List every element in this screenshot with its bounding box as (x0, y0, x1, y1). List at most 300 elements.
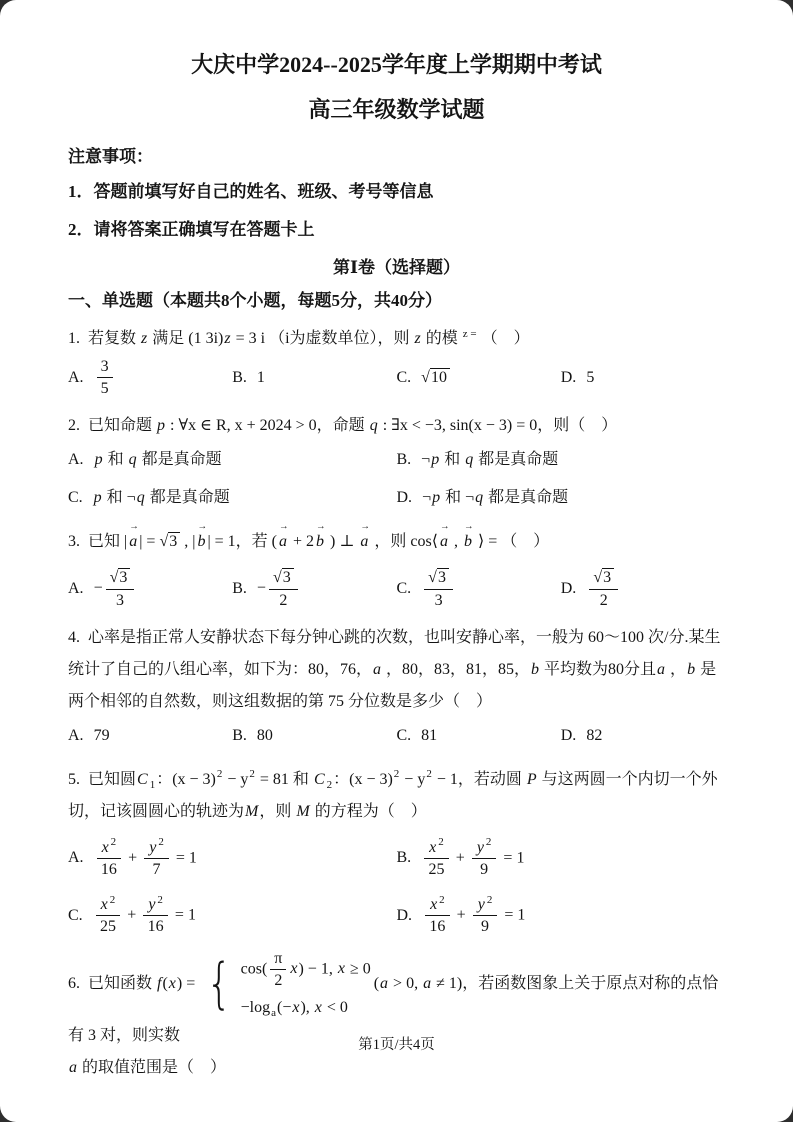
option-content (586, 568, 621, 609)
question-1-stem (68, 323, 725, 355)
text-run: 若复数 (88, 330, 141, 347)
notice-item-2: 2．请将答案正确填写在答题卡上 (68, 220, 315, 239)
fraction (144, 838, 169, 879)
question-6-stem-line2 (68, 1052, 725, 1084)
denominator (425, 916, 449, 936)
question-text (68, 768, 718, 820)
option-content (586, 720, 602, 752)
superscript: z = (462, 327, 477, 340)
math-variable: q (369, 417, 378, 435)
text-run: 都是真命题 (145, 489, 230, 507)
question-5-options (68, 838, 725, 937)
text-run: 3 (282, 569, 291, 587)
text-run: 已知 | (88, 533, 128, 551)
exam-title-line1: 大庆中学2024--2025学年度上学期期中考试 (191, 52, 602, 77)
answer-option (397, 568, 561, 609)
text-run: 都是真命题 (137, 451, 222, 469)
answer-option (68, 357, 232, 398)
text-run: 16 (147, 918, 164, 936)
option-content (93, 895, 196, 936)
option-content (94, 444, 222, 476)
denominator (424, 859, 448, 879)
text-run: 3 (169, 533, 178, 551)
option-content (94, 568, 138, 609)
text-run: ( (373, 974, 380, 992)
text-run: = 1 (171, 849, 197, 867)
notice-item-1: 1．答题前填写好自己的姓名、班级、考号等信息 (68, 182, 434, 201)
part1-subtitle: 一、单选题（本题共8个小题，每题5分，共40分） (68, 291, 442, 310)
superscript: 2 (216, 768, 223, 781)
question-number: 3. (68, 533, 80, 551)
text-run: < 0 (322, 998, 348, 1016)
option-content (94, 838, 197, 879)
denominator (97, 378, 113, 398)
text-run: π (274, 949, 283, 967)
denominator (476, 859, 492, 879)
option-content (94, 357, 116, 398)
answer-option (232, 357, 396, 398)
text-run: 1 (256, 368, 265, 386)
radicand (430, 368, 450, 386)
answer-option (68, 482, 397, 514)
text-run: 9 (480, 860, 489, 878)
superscript: 2 (485, 836, 492, 849)
math-variable: x (100, 896, 108, 914)
numerator (96, 895, 121, 916)
option-label: A. (68, 849, 84, 867)
square-root: √3 (159, 532, 180, 550)
option-label: C. (68, 489, 83, 507)
option-label: D. (396, 906, 413, 924)
text-run: 79 (93, 726, 110, 744)
math-variable: a (69, 1058, 77, 1076)
vector-symbol: a → (360, 526, 368, 558)
answer-option (561, 568, 725, 609)
question-number: 5. (68, 770, 80, 788)
option-label: B. (232, 580, 247, 598)
question-4-options (68, 720, 725, 752)
numerator (143, 895, 168, 916)
option-label: D. (560, 368, 577, 386)
numerator (473, 895, 498, 916)
text-run: + 2 (289, 533, 315, 551)
numerator (269, 568, 298, 589)
vector-symbol: a → (129, 526, 137, 558)
option-label: B. (396, 849, 412, 867)
text-run: 与这两圆一个内切一个外切，记该圆圆心的轨迹为 (68, 770, 718, 820)
superscript: 2 (110, 836, 117, 849)
option-label: B. (232, 368, 247, 386)
text-run: > 0, (389, 974, 423, 992)
math-variable: b (687, 660, 696, 678)
math-variable: a (423, 974, 432, 992)
text-run: 81 (421, 726, 438, 744)
question-1-options (68, 357, 725, 398)
cases-column (241, 949, 371, 1020)
math-variable: p (94, 451, 103, 469)
question-number: 4. (68, 628, 80, 646)
math-variable: q (136, 489, 145, 507)
question-text (68, 629, 720, 710)
answer-option (561, 720, 725, 752)
text-run: 80 (256, 726, 273, 744)
option-label: D. (560, 726, 577, 744)
option-label: B. (396, 451, 412, 469)
text-run: 25 (428, 860, 445, 878)
square-root: √3 (110, 568, 131, 586)
option-content (93, 482, 230, 514)
radicand (602, 568, 614, 586)
denominator (149, 859, 165, 879)
math-variable: M (245, 802, 259, 820)
numerator (589, 568, 618, 589)
option-label: B. (232, 726, 247, 744)
text-run: 平均数为80分且 (540, 660, 657, 678)
question-2 (68, 410, 725, 514)
superscript: 2 (393, 768, 400, 781)
fraction (96, 895, 121, 936)
text-run: ：(x − 3) (156, 770, 216, 788)
text-run: 的取值范围是（ ） (78, 1058, 227, 1076)
math-variable: x (337, 959, 345, 977)
question-5 (68, 764, 725, 937)
text-run: 已知圆 (88, 770, 137, 788)
question-2-stem (68, 410, 725, 442)
math-variable: p (432, 489, 441, 507)
radicand (168, 532, 180, 550)
math-variable: x (290, 959, 298, 977)
text-run: ( (162, 974, 168, 992)
option-content (422, 482, 568, 514)
text-run: 3 (437, 569, 446, 587)
radicand (282, 568, 294, 586)
option-label: A. (68, 368, 84, 386)
superscript: 2 (158, 836, 164, 849)
answer-option (397, 838, 726, 879)
answer-option (68, 838, 397, 879)
math-variable: q (128, 451, 137, 469)
math-variable: x (429, 838, 437, 856)
subscript: 1 (149, 778, 156, 791)
text-run: 满足 (1 3i) (148, 330, 224, 347)
denominator (144, 916, 168, 936)
math-variable: p (431, 451, 440, 469)
math-variable: y (476, 838, 484, 856)
text-run: 25 (99, 918, 116, 936)
denominator (275, 590, 291, 610)
fraction (424, 568, 453, 609)
vector-symbol: b → (316, 526, 324, 558)
fraction (589, 568, 618, 609)
text-run: 5 (100, 380, 109, 398)
option-content (257, 362, 265, 394)
text-run: ≠ 1)，若函数图象上关于原点对称的点恰有 3 对，则实数 (68, 974, 719, 1044)
text-run: = 1 (500, 906, 526, 924)
text-run: + (124, 849, 142, 867)
math-variable: z (224, 330, 231, 347)
question-2-options (68, 444, 725, 514)
text-run: 都是真命题 (474, 451, 559, 469)
text-run: 16 (100, 860, 117, 878)
notice-heading: 注意事项： (68, 147, 153, 166)
superscript: 2 (249, 768, 255, 781)
question-3-stem (68, 526, 725, 558)
square-root: √10 (421, 368, 450, 386)
denominator (96, 916, 120, 936)
text-run: 和 ¬ (102, 489, 136, 507)
math-variable: p (93, 489, 102, 507)
text-run: 3 (119, 569, 128, 587)
text-run: 7 (152, 860, 161, 878)
math-variable: x (168, 974, 176, 992)
text-run: ≥ 0 (345, 959, 371, 977)
question-text (88, 533, 549, 550)
text-run: ⟩ = （ ） (473, 533, 550, 551)
denominator (97, 859, 121, 879)
math-variable: P (526, 770, 537, 788)
math-variable: p (157, 417, 166, 435)
text-run: cos( (240, 959, 268, 977)
option-content (422, 895, 525, 936)
option-label: C. (396, 368, 412, 386)
text-run: − y (223, 770, 249, 788)
text-run: 都是真命题 (484, 489, 569, 507)
question-4-stem (68, 622, 725, 718)
text-run: ) = (176, 974, 200, 992)
case-row (241, 949, 371, 990)
text-run: 10 (430, 368, 447, 386)
numerator (424, 838, 449, 859)
math-variable: C (313, 770, 325, 788)
text-run: 已知命题 (88, 417, 157, 435)
fraction (97, 357, 113, 398)
numerator (97, 838, 122, 859)
numerator (144, 838, 169, 859)
math-variable: y (148, 896, 156, 914)
answer-option (397, 444, 726, 476)
option-content (421, 838, 524, 879)
text-run: ， (666, 660, 687, 678)
text-run: ，则 (259, 802, 296, 820)
numerator (270, 949, 286, 970)
fraction (473, 895, 498, 936)
text-run: + (452, 906, 470, 924)
math-variable: q (465, 451, 474, 469)
piecewise-function (202, 949, 370, 1020)
numerator (425, 895, 450, 916)
numerator (97, 357, 113, 378)
text-run: = 1 (170, 906, 196, 924)
vector-symbol: a → (279, 526, 287, 558)
answer-option (232, 568, 396, 609)
text-run: − (93, 579, 103, 597)
math-variable: x (101, 838, 109, 856)
text-run: 心率是指正常人安静状态下每分钟心跳的次数，也叫安静心率，一般为 60～100 次/分.某生统计了自己的八组心率，如下为：80，76， (68, 628, 721, 678)
option-content (586, 362, 594, 394)
answer-option (68, 568, 232, 609)
option-content (257, 568, 301, 609)
answer-option (68, 444, 397, 476)
superscript: 2 (439, 893, 445, 906)
text-run: − 1，若动圆 (432, 770, 526, 788)
question-4 (68, 622, 725, 752)
text-run: 已知函数 (88, 974, 157, 992)
text-run: ¬ (421, 451, 431, 469)
text-run: ，则 cos⟨ (370, 533, 438, 551)
math-variable: a (657, 660, 666, 678)
vector-symbol: b → (197, 526, 205, 558)
subscript: 2 (326, 778, 333, 791)
denominator (112, 590, 128, 610)
question-number: 6. (68, 974, 80, 992)
text-run: 和 (103, 451, 128, 469)
fraction (106, 568, 135, 609)
fraction (270, 949, 286, 990)
text-run: 3 (603, 569, 612, 587)
text-run: : ∀x ∈ R, x + 2024 > 0，命题 (166, 417, 369, 435)
math-variable: a (380, 974, 389, 992)
superscript: 2 (426, 768, 432, 781)
part1-title: 第Ⅰ卷（选择题） (333, 258, 460, 277)
option-content (257, 720, 273, 752)
math-variable: a (373, 660, 382, 678)
text-run: 2 (279, 591, 288, 609)
text-run: 82 (586, 726, 603, 744)
option-content (421, 568, 456, 609)
text-run: ，80，83，81，85， (382, 660, 531, 678)
answer-option (68, 720, 232, 752)
math-variable: M (296, 802, 310, 820)
answer-option (397, 482, 726, 514)
math-variable: z (141, 330, 148, 347)
case-row (241, 996, 371, 1020)
vector-symbol: b → (464, 526, 472, 558)
denominator (477, 916, 493, 936)
text-run: 2 (274, 971, 283, 989)
numerator (424, 568, 453, 589)
text-run: 16 (429, 918, 446, 936)
denominator (270, 970, 286, 990)
square-root: √3 (428, 568, 449, 586)
text-run: 2 (599, 591, 608, 609)
text-run: −log (240, 998, 271, 1016)
question-text (68, 1059, 226, 1076)
option-label: D. (560, 580, 577, 598)
text-run: = 81 和 (255, 770, 313, 788)
question-text (88, 327, 530, 347)
fraction (143, 895, 168, 936)
subscript: a (271, 1007, 276, 1020)
option-label: A. (68, 580, 84, 598)
text-run: (− (276, 998, 292, 1016)
answer-option (397, 357, 561, 398)
answer-option (232, 720, 396, 752)
math-variable: f (157, 974, 162, 992)
math-variable: z (414, 330, 421, 347)
text-run: − y (400, 770, 426, 788)
answer-option (397, 895, 726, 936)
text-run: ) − 1, (298, 959, 337, 977)
option-label: A. (68, 451, 84, 469)
math-variable: y (477, 896, 485, 914)
fraction (425, 895, 450, 936)
text-run: | = (139, 533, 160, 551)
option-content (421, 444, 558, 476)
fraction (97, 838, 122, 879)
math-variable: b (531, 660, 540, 678)
left-brace: { (206, 951, 233, 1015)
question-3 (68, 526, 725, 609)
denominator (596, 590, 612, 610)
option-label: C. (68, 906, 83, 924)
superscript: 2 (438, 836, 444, 849)
superscript: 2 (157, 893, 163, 906)
text-run: 3 (100, 358, 109, 375)
denominator (431, 590, 447, 610)
square-root: √3 (593, 568, 614, 586)
text-run: ) ⊥ (326, 533, 359, 551)
question-number: 1. (68, 330, 80, 347)
option-label: C. (396, 580, 412, 598)
radicand (437, 568, 449, 586)
notice-section (68, 142, 725, 240)
text-run: 9 (481, 918, 489, 936)
text-run: 5 (586, 368, 595, 386)
text-run: 的模 (421, 330, 462, 347)
option-content (94, 720, 110, 752)
text-run: 3 (115, 591, 124, 609)
math-variable: q (475, 489, 484, 507)
option-label: D. (396, 489, 413, 507)
option-content (421, 720, 437, 752)
text-run: 是两个相邻的自然数，则这组数据的第 75 分位数是多少（ ） (68, 660, 717, 710)
text-run: 3 (434, 591, 443, 609)
question-number: 2. (68, 417, 80, 435)
square-root: √3 (273, 568, 294, 586)
text-run: = 1 (499, 849, 525, 867)
text-run: 和 ¬ (441, 489, 475, 507)
text-run: （ ） (477, 330, 530, 347)
answer-option (561, 357, 725, 398)
question-1 (68, 323, 725, 398)
answer-option (68, 895, 397, 936)
fraction (424, 838, 449, 879)
vector-symbol: a → (440, 526, 448, 558)
text-run: | = 1，若 ( (207, 533, 277, 551)
text-run: ：(x − 3) (333, 770, 393, 788)
option-label: A. (68, 726, 84, 744)
superscript: 2 (109, 893, 116, 906)
question-6 (68, 949, 725, 1084)
option-label: C. (396, 726, 412, 744)
math-variable: C (137, 770, 148, 788)
text-run: ¬ (422, 489, 432, 507)
text-run: + (123, 906, 141, 924)
text-run: 的方程为（ ） (310, 802, 427, 820)
text-run: ), (300, 998, 314, 1016)
numerator (106, 568, 135, 589)
math-variable: x (430, 896, 438, 914)
text-run: + (451, 849, 469, 867)
text-run: − (256, 579, 266, 597)
text-run: , (449, 533, 462, 551)
fraction (269, 568, 298, 609)
question-5-stem (68, 764, 725, 828)
page-footer: 第1页/共4页 (358, 1037, 435, 1053)
radicand (118, 568, 130, 586)
option-content (421, 362, 450, 394)
math-variable: x (292, 998, 300, 1016)
